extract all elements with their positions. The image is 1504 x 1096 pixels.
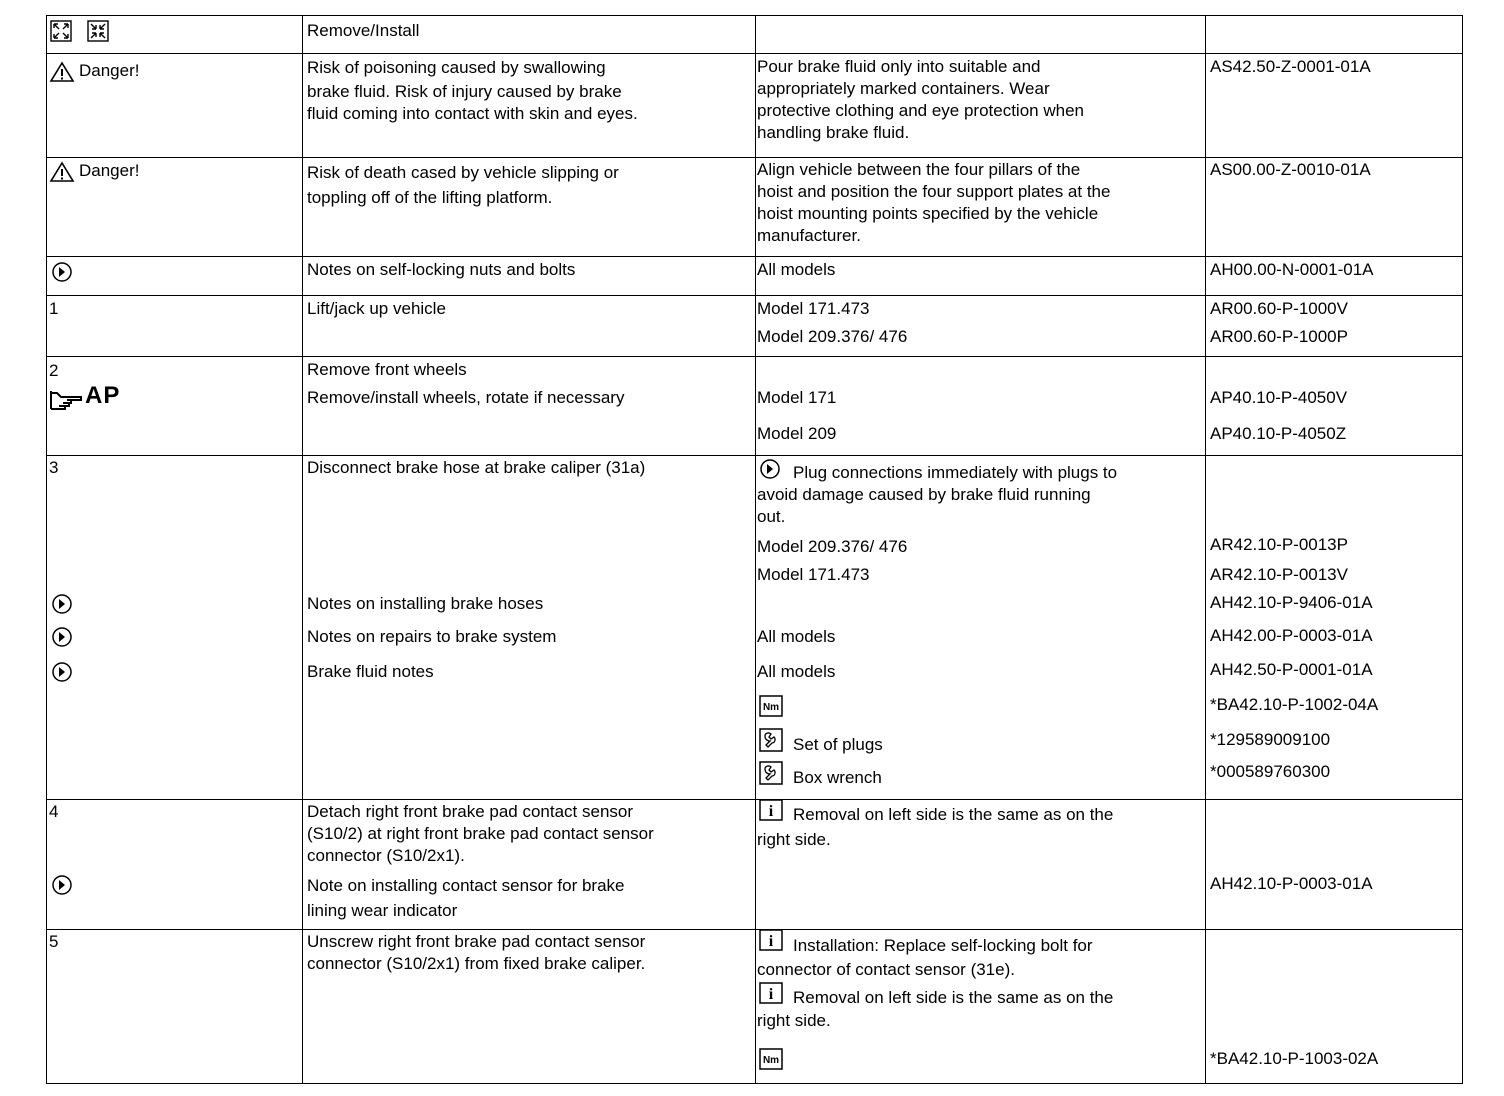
- info-text: connector of contact sensor (31e).: [757, 960, 1015, 979]
- ap-reference: AP: [49, 385, 120, 410]
- model-text: Model 209.376/ 476: [757, 327, 908, 346]
- info-text: Installation: Replace self-locking bolt for: [793, 936, 1093, 955]
- special-tool-icon: [759, 761, 783, 785]
- model-text: Model 209: [757, 424, 837, 443]
- svg-text:Nm: Nm: [762, 702, 780, 713]
- info-text: Removal on left side is the same as on the: [793, 988, 1114, 1007]
- note-text: Note on installing contact sensor for brake lining wear indicator: [307, 876, 625, 920]
- tool-name: Box wrench: [793, 768, 882, 787]
- warning-icon: [49, 161, 75, 183]
- special-tool-icon: [759, 728, 783, 752]
- hazard-description: Risk of poisoning caused by swallowing brake fluid. Risk of injury caused by brake fluid coming into contact with skin and eyes.: [307, 58, 638, 123]
- note-arrow-icon: [51, 593, 73, 615]
- tool-number[interactable]: *129589009100: [1210, 730, 1331, 749]
- note-arrow-icon: [759, 458, 781, 480]
- step-text: Remove/install wheels, rotate if necessary: [307, 388, 625, 407]
- column-divider: [755, 15, 756, 1084]
- note-arrow-icon: [51, 261, 73, 283]
- note-text: out.: [757, 507, 786, 526]
- document-reference[interactable]: AS00.00-Z-0010-01A: [1210, 160, 1371, 179]
- expand-icon: [50, 20, 72, 42]
- step-number: 3: [49, 458, 59, 477]
- document-reference[interactable]: AP40.10-P-4050V: [1210, 388, 1348, 407]
- document-reference[interactable]: AR42.10-P-0013V: [1210, 565, 1348, 584]
- model-text: Model 171.473: [757, 565, 870, 584]
- model-text: All models: [757, 260, 836, 279]
- svg-text:i: i: [768, 986, 774, 1003]
- svg-text:i: i: [768, 933, 774, 950]
- svg-text:Nm: Nm: [762, 1055, 780, 1066]
- procedure-table: [46, 15, 1463, 1084]
- model-text: All models: [757, 662, 836, 681]
- torque-icon: [759, 695, 783, 717]
- hazard-measures: Pour brake fluid only into suitable and appropriately marked containers. Wear protective clothing and eye protection when handling brake fluid.: [757, 57, 1084, 142]
- warning-icon: [49, 61, 75, 83]
- note-arrow-icon: [51, 661, 73, 683]
- note-arrow-icon: [51, 626, 73, 648]
- info-icon: [759, 982, 783, 1004]
- document-reference[interactable]: AH42.10-P-9406-01A: [1210, 593, 1373, 612]
- step-text: Remove front wheels: [307, 360, 467, 379]
- step-text: Detach right front brake pad contact sensor (S10/2) at right front brake pad contact sensor connector (S10/2x1).: [307, 802, 654, 865]
- hazard-description: Risk of death cased by vehicle slipping or toppling off of the lifting platform.: [307, 163, 619, 207]
- document-reference[interactable]: AS42.50-Z-0001-01A: [1210, 57, 1371, 76]
- row-title: Remove/Install: [307, 21, 420, 40]
- danger-label: Danger!: [49, 60, 139, 83]
- step-number: 1: [49, 299, 59, 318]
- note-arrow-icon: [51, 874, 73, 896]
- svg-text:i: i: [768, 803, 774, 820]
- note-text: Notes on installing brake hoses: [307, 594, 544, 613]
- document-reference[interactable]: AR00.60-P-1000P: [1210, 327, 1348, 346]
- column-divider: [1205, 15, 1206, 1084]
- step-text: Unscrew right front brake pad contact sensor connector (S10/2x1) from fixed brake caliper.: [307, 932, 646, 973]
- tool-name: Set of plugs: [793, 735, 883, 754]
- table-border-right: [1462, 15, 1463, 1084]
- document-reference[interactable]: *BA42.10-P-1003-02A: [1210, 1049, 1379, 1068]
- torque-icon: [759, 1048, 783, 1070]
- document-reference[interactable]: AH42.50-P-0001-01A: [1210, 660, 1373, 679]
- info-text: Removal on left side is the same as on the: [793, 805, 1114, 824]
- document-reference[interactable]: *BA42.10-P-1002-04A: [1210, 695, 1379, 714]
- info-text: right side.: [757, 1011, 831, 1030]
- document-reference[interactable]: AR42.10-P-0013P: [1210, 535, 1348, 554]
- pointing-hand-icon: [49, 388, 85, 410]
- document-reference[interactable]: AH00.00-N-0001-01A: [1210, 260, 1374, 279]
- step-number: 4: [49, 802, 59, 821]
- note-text: avoid damage caused by brake fluid running: [757, 485, 1091, 504]
- model-text: Model 171: [757, 388, 837, 407]
- note-text: Plug connections immediately with plugs to: [793, 463, 1118, 482]
- model-text: All models: [757, 627, 836, 646]
- note-text: Notes on self-locking nuts and bolts: [307, 260, 576, 279]
- tool-number[interactable]: *000589760300: [1210, 762, 1331, 781]
- document-reference[interactable]: AH42.10-P-0003-01A: [1210, 874, 1373, 893]
- info-text: right side.: [757, 830, 831, 849]
- step-text: Disconnect brake hose at brake caliper (31a): [307, 458, 646, 477]
- info-icon: [759, 929, 783, 951]
- table-border-left: [46, 15, 47, 1084]
- column-divider: [302, 15, 303, 1084]
- document-reference[interactable]: AH42.00-P-0003-01A: [1210, 626, 1373, 645]
- step-number: 5: [49, 932, 59, 951]
- model-text: Model 171.473: [757, 299, 870, 318]
- document-reference[interactable]: AP40.10-P-4050Z: [1210, 424, 1347, 443]
- step-text: Lift/jack up vehicle: [307, 299, 446, 318]
- model-text: Model 209.376/ 476: [757, 537, 908, 556]
- info-icon: [759, 799, 783, 821]
- note-text: Notes on repairs to brake system: [307, 627, 557, 646]
- danger-label: Danger!: [49, 160, 139, 183]
- note-text: Brake fluid notes: [307, 662, 434, 681]
- document-reference[interactable]: AR00.60-P-1000V: [1210, 299, 1348, 318]
- step-number: 2: [49, 361, 59, 380]
- collapse-icon: [87, 20, 109, 42]
- hazard-measures: Align vehicle between the four pillars of the hoist and position the four support plates at the hoist mounting points specified by the vehicle manufacturer.: [757, 160, 1111, 245]
